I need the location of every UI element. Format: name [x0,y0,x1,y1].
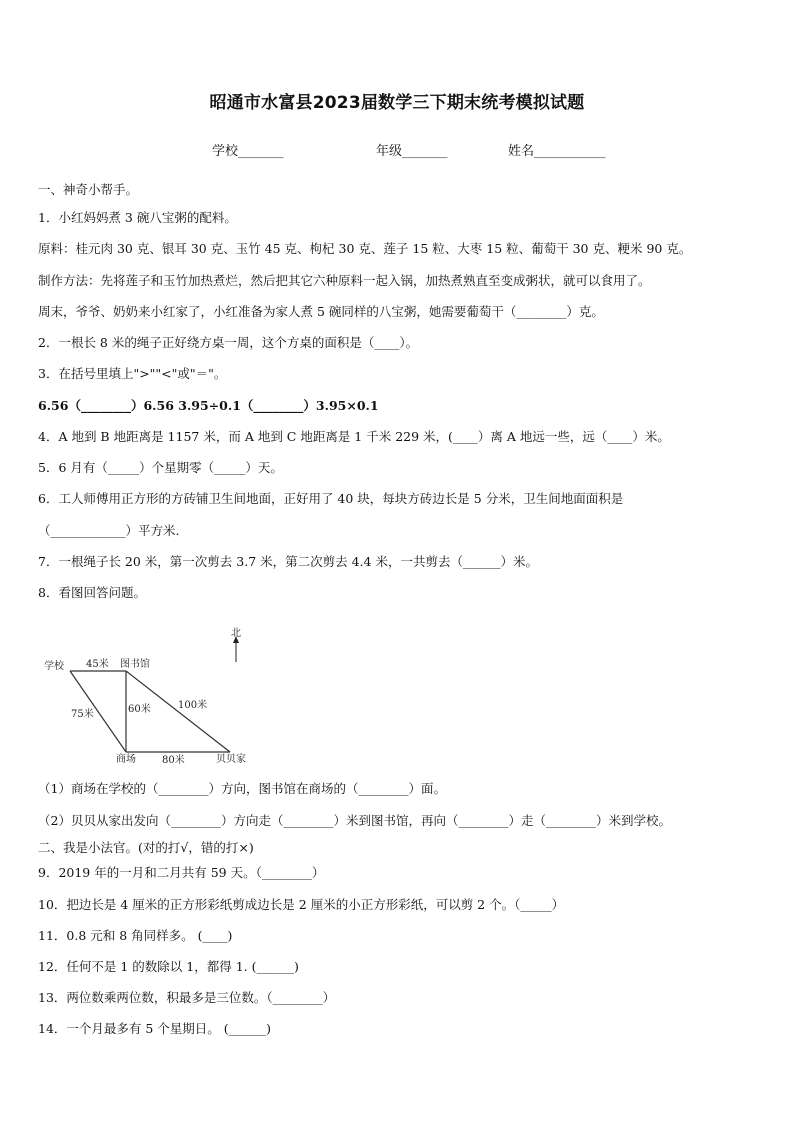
label-school: 学校 [44,661,64,672]
question-8-part-2: （2）贝贝从家出发向（________）方向走（________）米到图书馆，再向（________）走（________）米到学校。 [38,813,671,828]
label-mall: 商场 [116,754,136,765]
question-12: 12．任何不是 1 的数除以 1，都得 1. (______) [38,959,299,974]
question-8: 8．看图回答问题。 [38,585,146,600]
question-14: 14．一个月最多有 5 个星期日。 (______) [38,1021,272,1036]
question-1-method: 制作方法：先将莲子和玉竹加热煮烂，然后把其它六种原料一起入锅，加热煮熟直至变成粥状，就可以食用了。 [38,273,651,288]
label-home: 贝贝家 [216,754,246,765]
question-10: 10．把边长是 4 厘米的正方形彩纸剪成边长是 2 厘米的小正方形彩纸，可以剪 2 个。（_____） [38,897,565,912]
question-13: 13．两位数乘两位数，积最多是三位数。（________） [38,990,336,1005]
question-7: 7．一根绳子长 20 米，第一次剪去 3.7 米，第二次剪去 4.4 米，一共剪去（______）米。 [38,554,538,569]
map-diagram [38,620,288,770]
question-6: 6．工人师傅用正方形的方砖铺卫生间地面，正好用了 40 块，每块方砖边长是 5 分米，卫生间地面面积是 [38,491,624,506]
name-field: 姓名___________ [508,144,606,159]
distance-library-home: 100米 [178,700,208,711]
question-2: 2．一根长 8 米的绳子正好绕方桌一周，这个方桌的面积是（____）。 [38,335,419,350]
grade-field: 年级_______ [376,144,448,159]
section-heading-1: 一、神奇小帮手。 [38,182,139,197]
question-9: 9．2019 年的一月和二月共有 59 天。（________） [38,865,325,880]
question-1: 1．小红妈妈煮 3 碗八宝粥的配料。 [38,210,237,225]
question-5: 5．6 月有（_____）个星期零（_____）天。 [38,460,283,475]
distance-school-library: 45米 [86,659,109,670]
question-1-prompt: 周末，爷爷、奶奶来小红家了，小红准备为家人煮 5 碗同样的八宝粥，她需要葡萄干（________）克。 [38,304,604,319]
distance-school-mall: 75米 [71,709,94,720]
question-4: 4．A 地到 B 地距离是 1157 米，而 A 地到 C 地距离是 1 千米 229 米，(____）离 A 地远一些，远（____）米。 [38,429,670,444]
page-title: 昭通市水富县2023届数学三下期末统考模拟试题 [209,93,585,113]
question-11: 11．0.8 元和 8 角同样多。 (____) [38,928,233,943]
section-heading-2: 二、我是小法官。(对的打√，错的打×) [38,840,254,855]
distance-library-mall: 60米 [128,704,151,715]
school-field: 学校_______ [212,144,284,159]
question-8-part-1: （1）商场在学校的（________）方向，图书馆在商场的（________）面。 [38,781,446,796]
question-1-ingredients: 原料：桂元肉 30 克、银耳 30 克、玉竹 45 克、枸杞 30 克、莲子 15 粒、大枣 15 粒、葡萄干 30 克、粳米 90 克。 [38,241,692,256]
question-3: 3．在括号里填上">""<"或"＝"。 [38,366,227,381]
north-label: 北 [231,628,241,639]
label-library: 图书馆 [120,659,150,670]
question-6-continued: （____________）平方米. [38,523,180,538]
distance-mall-home: 80米 [162,755,185,766]
question-3-items: 6.56（________）6.56 3.95÷0.1（________）3.95×0.1 [38,398,379,413]
